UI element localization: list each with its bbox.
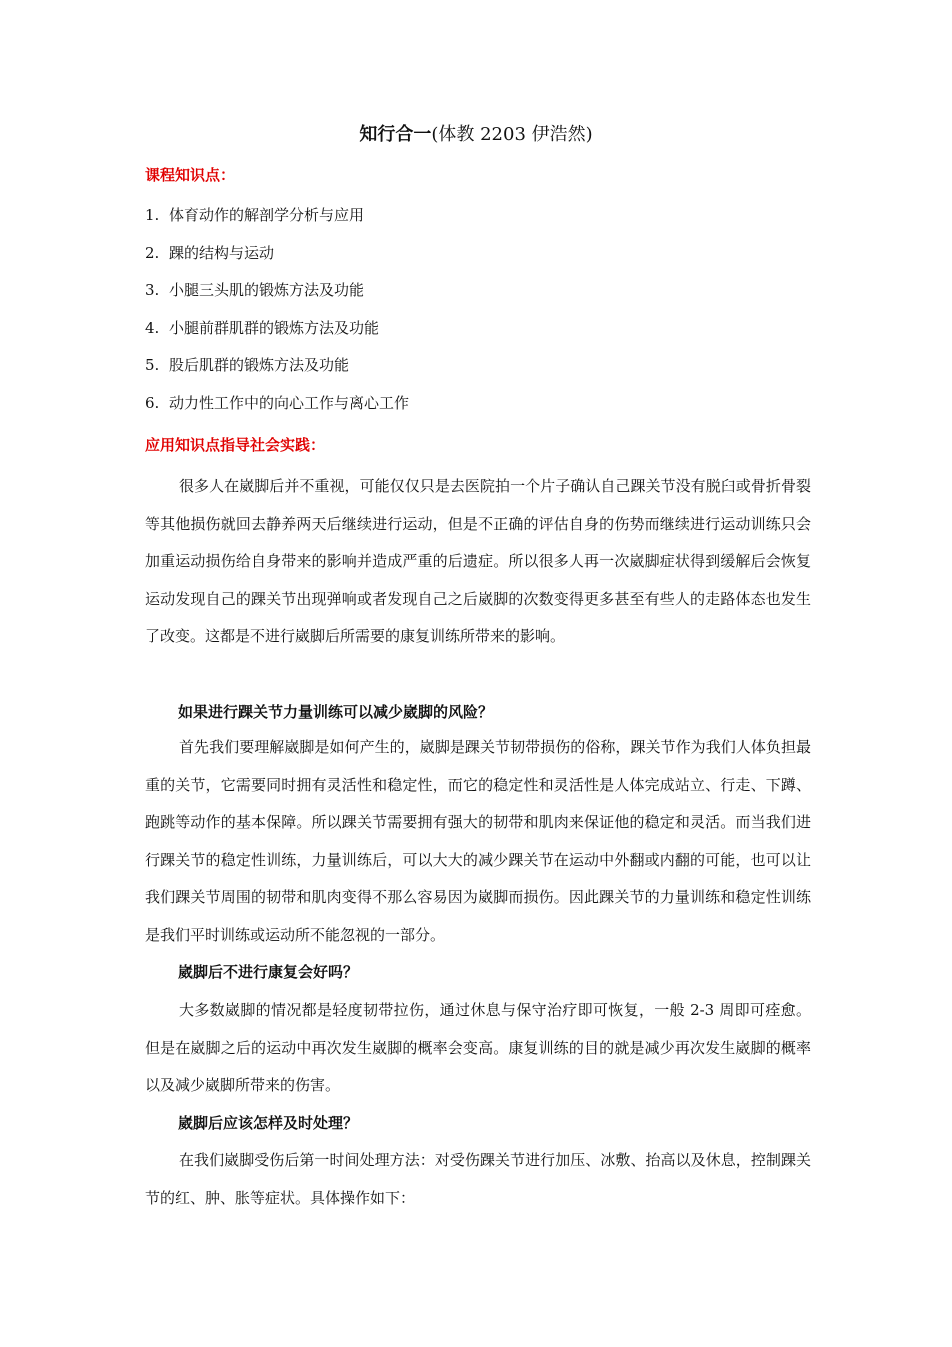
list-text: 股后肌群的锻炼方法及功能 (169, 356, 350, 374)
list-number: 2. (145, 243, 160, 262)
list-item (145, 200, 409, 238)
list-item (145, 350, 409, 388)
list-item (145, 313, 409, 351)
question-3-paragraph: 在我们崴脚受伤后第一时间处理方法：对受伤踝关节进行加压、冰敷、抬高以及休息，控制踝关节的红、肿、胀等症状。具体操作如下： (145, 1151, 811, 1207)
list-text: 小腿三头肌的锻炼方法及功能 (169, 281, 365, 299)
list-number: 3. (145, 281, 160, 299)
list-number: 6. (145, 393, 160, 412)
practice-heading: 应用知识点指导社会实践： (145, 436, 326, 454)
list-text: 体育动作的解剖学分析与应用 (169, 206, 365, 224)
list-item (145, 388, 409, 426)
list-number: 5. (145, 356, 160, 374)
question-heading-1: 如果进行踝关节力量训练可以减少崴脚的风险？ (178, 703, 494, 721)
question-2-paragraph: 大多数崴脚的情况都是轻度韧带拉伤，通过休息与保守治疗即可恢复，一般 2-3 周即可痊愈。但是在崴脚之后的运动中再次发生崴脚的概率会变高。康复训练的目的就是减少再次发生崴脚的概率以及减少崴脚所带来的伤害。 (145, 1001, 811, 1095)
intro-paragraph: 很多人在崴脚后并不重视，可能仅仅只是去医院拍一个片子确认自己踝关节没有脱臼或骨折骨裂等其他损伤就回去静养两天后继续进行运动，但是不正确的评估自身的伤势而继续进行运动训练只会加重运动损伤给自身带来的影响并造成严重的后遗症。所以很多人再一次崴脚症状得到缓解后会恢复运动发现自己的踝关节出现弹响或者发现自己之后崴脚的次数变得更多甚至有些人的走路体态也发生了改变。这都是不进行崴脚后所需要的康复训练所带来的影响。 (145, 477, 811, 646)
knowledge-heading: 课程知识点： (145, 166, 236, 184)
list-item (145, 275, 409, 313)
knowledge-list (145, 200, 409, 425)
question-heading-3: 崴脚后应该怎样及时处理？ (178, 1114, 359, 1132)
question-1-paragraph: 首先我们要理解崴脚是如何产生的，崴脚是踝关节韧带损伤的俗称，踝关节作为我们人体负担最重的关节，它需要同时拥有灵活性和稳定性，而它的稳定性和灵活性是人体完成站立、行走、下蹲、跑跳等动作的基本保障。所以踝关节需要拥有强大的韧带和肌肉来保证他的稳定和灵活。而当我们进行踝关节的稳定性训练，力量训练后，可以大大的减少踝关节在运动中外翻或内翻的可能，也可以让我们踝关节周围的韧带和肌肉变得不那么容易因为崴脚而损伤。因此踝关节的力量训练和稳定性训练是我们平时训练或运动所不能忽视的一部分。 (145, 738, 811, 944)
list-number: 4. (145, 318, 160, 337)
list-text: 动力性工作中的向心工作与离心工作 (169, 393, 410, 412)
title-author: (体教 2203 伊浩然) (431, 124, 593, 145)
list-number: 1. (145, 206, 160, 224)
list-text: 踝的结构与运动 (169, 243, 275, 262)
list-item (145, 238, 409, 276)
document-title (0, 121, 952, 149)
question-heading-2: 崴脚后不进行康复会好吗？ (178, 963, 359, 981)
title-main: 知行合一 (359, 124, 432, 145)
list-text: 小腿前群肌群的锻炼方法及功能 (169, 318, 380, 337)
